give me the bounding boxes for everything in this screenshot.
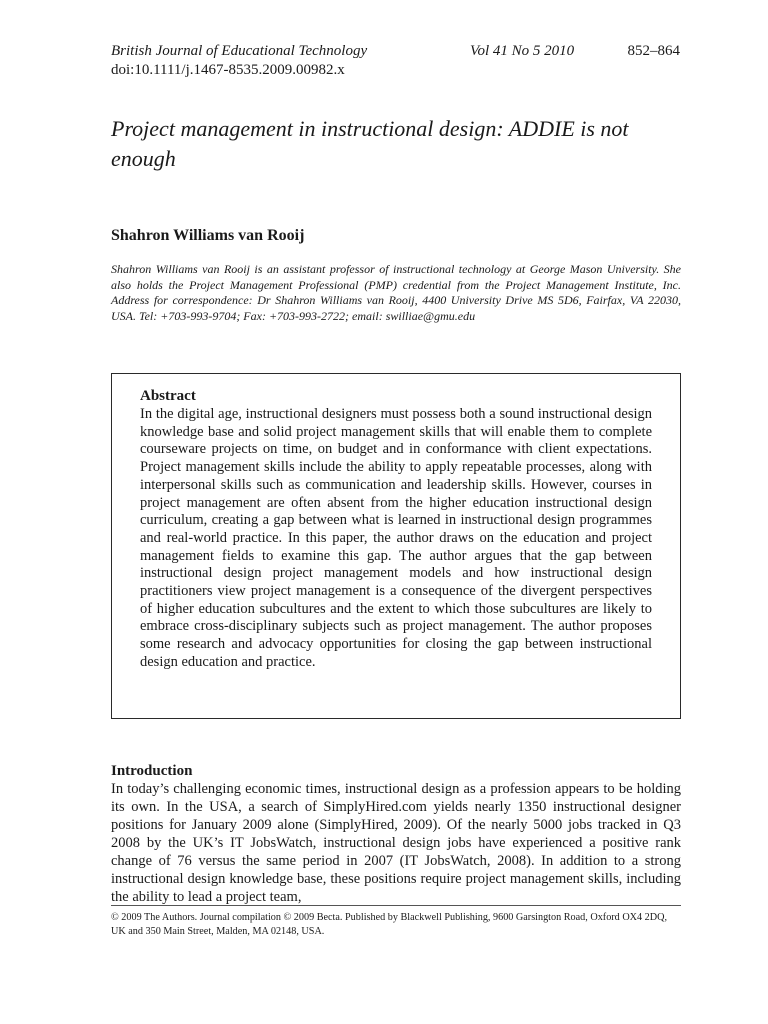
journal-name: British Journal of Educational Technology [111, 43, 368, 59]
abstract-heading: Abstract [140, 388, 196, 404]
introduction-body: In today’s challenging economic times, instructional design as a profession appears to be holding its own. In the USA, a search of SimplyHired.com yields nearly 1350 instructional designer positions for January 2009 alone (SimplyHired, 2009). Of the nearly 5000 jobs tracked in Q3 2008 by the UK’s IT JobsWatch, instructional design jobs have experienced a positive rank change of 76 versus the same period in 2007 (IT JobsWatch, 2008). In addition to a strong instructional design knowledge base, these positions require project management skills, including the ability to lead a project team, [111, 781, 681, 905]
abstract-box [111, 373, 681, 719]
introduction-heading: Introduction [111, 763, 193, 779]
footer-divider [111, 905, 681, 906]
copyright-footer: © 2009 The Authors. Journal compilation © 2009 Becta. Published by Blackwell Publishing, 9600 Garsington Road, Oxford OX4 2DQ, UK and 350 Main Street, Malden, MA 02148, USA. [111, 912, 668, 937]
author-name: Shahron Williams van Rooij [111, 227, 305, 244]
abstract-body: In the digital age, instructional designers must possess both a sound instructional design knowledge base and solid project management skills that will enable them to complete courseware projects on time, on budget and in conformance with client expectations. Project management skills include the ability to apply repeatable processes, along with interpersonal skills such as communication and leadership skills. However, courses in project management are often absent from the higher education instructional design curriculum, creating a gap between what is learned in instructional design programmes and real-world practice. In this paper, the author draws on the education and project management fields to examine this gap. The author argues that the gap between instructional design project management models and how instructional design practitioners view project management is a consequence of the divergent perspectives of higher education subcultures and the extent to which those subcultures are likely to embrace cross-disciplinary subjects such as project management. The author proposes some research and advocacy opportunities for closing the gap between instructional design education and practice. [140, 406, 652, 670]
journal-volume: Vol 41 No 5 2010 [470, 43, 575, 59]
page-range: 852–864 [627, 43, 680, 59]
author-affiliation: Shahron Williams van Rooij is an assistant professor of instructional technology at George Mason University. She also holds the Project Management Professional (PMP) credential from the Project Management Institute, Inc. Address for correspondence: Dr Shahron Williams van Rooij, 4400 University Drive MS 5D6, Fairfax, VA 22030, USA. Tel: +703-993-9704; Fax: +703-993-2722; email: swilliae@gmu.edu [111, 262, 681, 323]
doi: doi:10.1111/j.1467-8535.2009.00982.x [111, 62, 345, 78]
article-title: Project management in instructional design: ADDIE is not enough [111, 116, 629, 171]
